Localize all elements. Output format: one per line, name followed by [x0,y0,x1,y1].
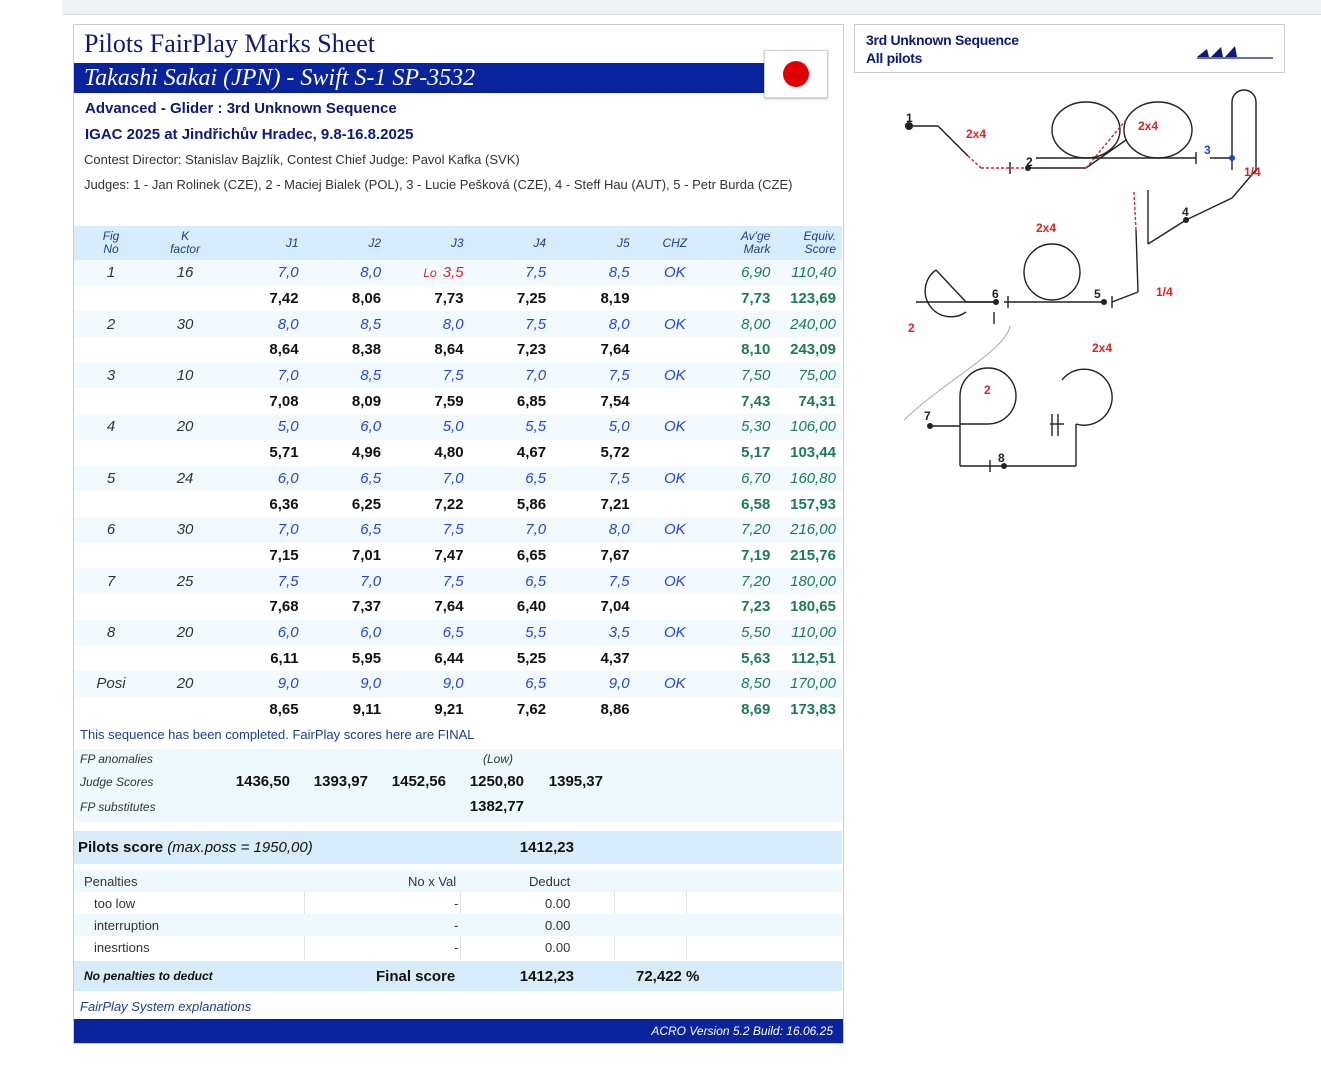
judge-mark: 9,0 [222,671,305,697]
k-factor: 20 [148,671,222,697]
col-j3: J3 [387,226,470,260]
fp-score: 8,06 [305,286,388,312]
pilots-score-label: Pilots score (max.poss = 1950,00) [78,839,313,856]
fairplay-explanations-link[interactable]: FairPlay System explanations [80,999,252,1014]
judge-mark: 7,0 [470,517,553,543]
mark-row [74,620,842,646]
fp-score: 6,36 [222,491,305,517]
fp-score: 4,80 [387,440,470,466]
fp-score: 7,21 [552,491,636,517]
flag-sun [783,61,809,87]
average-mark: 8,50 [714,671,776,697]
judge-mark: 6,0 [222,466,305,492]
average-mark: 5,50 [714,620,776,646]
col-avg: Av'ge Mark [714,226,776,260]
equiv-score: 160,80 [776,466,842,492]
fig-number: 3 [74,363,148,389]
mark-row [74,517,842,543]
col-j5: J5 [552,226,636,260]
fp-score: 7,01 [305,543,388,569]
fp-score: 7,67 [552,543,636,569]
marks-sheet [73,24,844,1044]
category-line: Advanced - Glider : 3rd Unknown Sequence [85,100,397,117]
openaero-logo-icon [1197,45,1273,59]
equiv-score: 110,40 [776,260,842,286]
k-factor: 30 [148,311,222,337]
judge-mark: 3,5 [552,620,636,646]
fp-score: 6,25 [305,491,388,517]
fp-average: 8,10 [714,337,776,363]
fp-score: 7,64 [552,337,636,363]
fp-equiv: 243,09 [776,337,842,363]
penalties-table [74,870,842,960]
chz-status: OK [636,517,714,543]
fp-score: 7,37 [305,594,388,620]
fp-score: 4,96 [305,440,388,466]
low-label: (Low) [483,752,514,766]
fp-score: 5,72 [552,440,636,466]
fig-number: 1 [74,260,148,286]
judge-mark: 7,5 [552,466,636,492]
judge-mark: 7,5 [387,517,470,543]
fp-score: 7,42 [222,286,305,312]
judge-mark: 7,5 [222,568,305,594]
judge-mark: 6,0 [305,620,388,646]
fp-score: 9,21 [387,697,470,723]
judge-mark: 6,5 [387,620,470,646]
fairplay-row [74,645,842,671]
fp-average: 5,17 [714,440,776,466]
equiv-score: 110,00 [776,620,842,646]
fp-score: 4,37 [552,645,636,671]
col-k: K factor [148,226,222,260]
mark-row [74,260,842,286]
penalty-row-too-low: too low - 0.00 [94,896,571,911]
judge-mark: 7,0 [387,466,470,492]
fp-average: 7,23 [714,594,776,620]
average-mark: 8,00 [714,311,776,337]
fp-score: 8,86 [552,697,636,723]
judge-mark: 9,0 [305,671,388,697]
fig-number: 8 [74,620,148,646]
figure-number-8: 8 [998,451,1005,465]
col-j2: J2 [305,226,388,260]
judge-mark: 6,5 [470,466,553,492]
chz-status: OK [636,671,714,697]
sequence-header [854,24,1285,73]
judge-mark: 7,0 [305,568,388,594]
col-fig: Fig No [74,226,148,260]
k-factor: 30 [148,517,222,543]
fairplay-row [74,286,842,312]
col-chz: CHZ [636,226,714,260]
average-mark: 5,30 [714,414,776,440]
figure-number-1: 1 [906,111,913,125]
chz-status: OK [636,568,714,594]
judge-mark: 8,0 [305,260,388,286]
mark-row [74,671,842,697]
figure-number-6: 6 [992,287,999,301]
judge-mark: 9,0 [387,671,470,697]
completion-note: This sequence has been completed. FairPlay scores here are FINAL [80,727,475,742]
fp-score: 8,64 [222,337,305,363]
fp-score: 7,62 [470,697,553,723]
fp-score: 8,09 [305,388,388,414]
fig-number: 5 [74,466,148,492]
version-footer: ACRO Version 5.2 Build: 16.06.25 [74,1019,843,1043]
mark-row [74,414,842,440]
fp-score: 7,47 [387,543,470,569]
average-mark: 6,90 [714,260,776,286]
judge-score-3: 1452,56 [391,773,446,790]
judges-list: Judges: 1 - Jan Rolinek (CZE), 2 - Maciej Bialek (POL), 3 - Lucie Pešková (CZE), 4 - Steff Hau (AUT), 5 - Petr Burda (CZE) [84,177,793,192]
fp-score: 4,67 [470,440,553,466]
judge-mark: 7,0 [222,363,305,389]
chz-status: OK [636,620,714,646]
k-factor: 20 [148,414,222,440]
fp-substitute-value: 1382,77 [469,798,524,815]
judge-mark: 7,0 [222,260,305,286]
fp-score: 6,85 [470,388,553,414]
pilots-score-bar [74,831,842,864]
final-score-label: Final score [376,968,456,985]
roll-label-h: 2 [984,383,991,397]
fig-number: 7 [74,568,148,594]
chz-status: OK [636,311,714,337]
judge-mark: 8,5 [552,260,636,286]
mark-row [74,568,842,594]
fp-equiv: 123,69 [776,286,842,312]
fp-score: 7,25 [470,286,553,312]
fp-average: 7,43 [714,388,776,414]
fig-number: Posi [74,671,148,697]
chz-status: OK [636,363,714,389]
judge-mark: 9,0 [552,671,636,697]
judge-mark: 8,0 [552,517,636,543]
judge-mark: 7,5 [552,363,636,389]
judge-mark: 7,5 [470,311,553,337]
average-mark: 7,50 [714,363,776,389]
chz-status: OK [636,466,714,492]
fp-score: 7,59 [387,388,470,414]
contest-officials: Contest Director: Stanislav Bajzlík, Contest Chief Judge: Pavol Kafka (SVK) [84,152,520,167]
roll-label-a: 2x4 [966,127,987,141]
judge-mark: 5,5 [470,620,553,646]
penalty-row-insertions: inesrtions - 0.00 [94,940,571,955]
sequence-subtitle: All pilots [866,50,923,66]
marks-body [74,260,842,722]
table-header [74,226,842,260]
fp-score: 6,40 [470,594,553,620]
fp-equiv: 215,76 [776,543,842,569]
fp-summary [74,749,842,822]
final-percent: 72,422 % [636,968,700,985]
fp-score: 7,64 [387,594,470,620]
fp-score: 7,54 [552,388,636,414]
event-line: IGAC 2025 at Jindřichův Hradec, 9.8-16.8.2025 [85,126,414,143]
judge-score-5: 1395,37 [548,773,603,790]
judge-score-2: 1393,97 [313,773,368,790]
sheet-title: Pilots FairPlay Marks Sheet [84,29,376,58]
equiv-score: 75,00 [776,363,842,389]
judge-mark: 6,5 [305,466,388,492]
fairplay-row [74,440,842,466]
no-penalties-note: No penalties to deduct [84,969,213,983]
fp-score: 5,95 [305,645,388,671]
figure-number-5: 5 [1094,287,1101,301]
judge-mark: 5,0 [552,414,636,440]
fp-score: 5,86 [470,491,553,517]
judge-mark: 8,0 [222,311,305,337]
sequence-diagram [886,80,1281,480]
fp-score: 7,22 [387,491,470,517]
fp-equiv: 103,44 [776,440,842,466]
chz-status: OK [636,414,714,440]
equiv-score: 180,00 [776,568,842,594]
fp-equiv: 173,83 [776,697,842,723]
fp-score: 7,73 [387,286,470,312]
judge-mark: 8,0 [387,311,470,337]
judge-mark: 6,5 [470,671,553,697]
final-score-value: 1412,23 [519,968,574,985]
fp-score: 7,08 [222,388,305,414]
judge-mark: 6,5 [470,568,553,594]
sequence-title: 3rd Unknown Sequence [866,32,1019,48]
fp-average: 7,19 [714,543,776,569]
judge-mark: 8,0 [552,311,636,337]
judge-mark: 5,5 [470,414,553,440]
top-toolbar-strip [62,0,1321,15]
k-factor: 25 [148,568,222,594]
mark-row [74,466,842,492]
fp-score: 8,19 [552,286,636,312]
figure-number-7: 7 [924,409,931,423]
fp-score: 5,71 [222,440,305,466]
judge-mark: 7,5 [387,568,470,594]
judge-scores-label: Judge Scores [80,775,154,789]
average-mark: 7,20 [714,568,776,594]
fp-score: 7,15 [222,543,305,569]
equiv-score: 216,00 [776,517,842,543]
fp-average: 7,73 [714,286,776,312]
judge-mark: 8,5 [305,363,388,389]
col-eq: Equiv. Score [776,226,842,260]
mark-row [74,363,842,389]
roll-label-c: 1/4 [1244,165,1261,179]
roll-label-e: 1/4 [1156,285,1173,299]
figure-number-3: 3 [1204,143,1211,157]
chz-status: OK [636,260,714,286]
average-mark: 7,20 [714,517,776,543]
fp-anomalies-label: FP anomalies [80,752,153,766]
equiv-score: 106,00 [776,414,842,440]
roll-label-f: 2 [908,321,915,335]
fairplay-row [74,337,842,363]
equiv-score: 240,00 [776,311,842,337]
judge-mark: 7,5 [387,363,470,389]
pilot-name: Takashi Sakai (JPN) - Swift S-1 SP-3532 [84,65,476,91]
figure-number-4: 4 [1182,205,1189,219]
fig-number: 4 [74,414,148,440]
fp-score: 6,11 [222,645,305,671]
fairplay-row [74,388,842,414]
fairplay-row [74,543,842,569]
penalties-header: Penalties No x Val Deduct [74,870,842,892]
pilot-bar [74,63,826,93]
fp-score: 8,65 [222,697,305,723]
roll-label-g: 2x4 [1092,341,1113,355]
judge-mark: 7,0 [222,517,305,543]
judge-score-4: 1250,80 [469,773,524,790]
fairplay-row [74,697,842,723]
fp-score: 8,64 [387,337,470,363]
final-score-bar [74,961,842,991]
roll-label-b: 2x4 [1138,119,1159,133]
fp-score: 9,11 [305,697,388,723]
fig-number: 2 [74,311,148,337]
k-factor: 10 [148,363,222,389]
fp-average: 5,63 [714,645,776,671]
judge-mark: 5,0 [387,414,470,440]
fp-score: 7,04 [552,594,636,620]
judge-mark: 8,5 [305,311,388,337]
judge-mark: 6,0 [222,620,305,646]
judge-mark: 5,0 [222,414,305,440]
fp-equiv: 112,51 [776,645,842,671]
roll-label-d: 2x4 [1036,221,1057,235]
equiv-score: 170,00 [776,671,842,697]
fp-score: 7,68 [222,594,305,620]
col-j1: J1 [222,226,305,260]
fp-substitutes-label: FP substitutes [80,800,156,814]
penalty-row-interruption: interruption - 0.00 [74,914,842,936]
k-factor: 16 [148,260,222,286]
fp-score: 6,65 [470,543,553,569]
marks-table [74,226,842,722]
fp-score: 6,44 [387,645,470,671]
fig-number: 6 [74,517,148,543]
average-mark: 6,70 [714,466,776,492]
mark-row [74,311,842,337]
k-factor: 24 [148,466,222,492]
fp-score: 7,23 [470,337,553,363]
judge-mark: 7,0 [470,363,553,389]
judge-mark: 7,5 [470,260,553,286]
fp-score: 5,25 [470,645,553,671]
pilots-score-value: 1412,23 [519,839,574,856]
fp-equiv: 157,93 [776,491,842,517]
col-j4: J4 [470,226,553,260]
judge-mark: 7,5 [552,568,636,594]
fp-equiv: 180,65 [776,594,842,620]
judge-mark: 6,0 [305,414,388,440]
k-factor: 20 [148,620,222,646]
judge-mark-low: Lo 3,5 [387,260,470,286]
fp-average: 6,58 [714,491,776,517]
judge-mark: 6,5 [305,517,388,543]
fp-equiv: 74,31 [776,388,842,414]
figure-number-2: 2 [1026,155,1033,169]
fp-score: 8,38 [305,337,388,363]
judge-score-1: 1436,50 [235,773,290,790]
japan-flag-icon [764,50,828,98]
fairplay-row [74,491,842,517]
fairplay-row [74,594,842,620]
fp-average: 8,69 [714,697,776,723]
